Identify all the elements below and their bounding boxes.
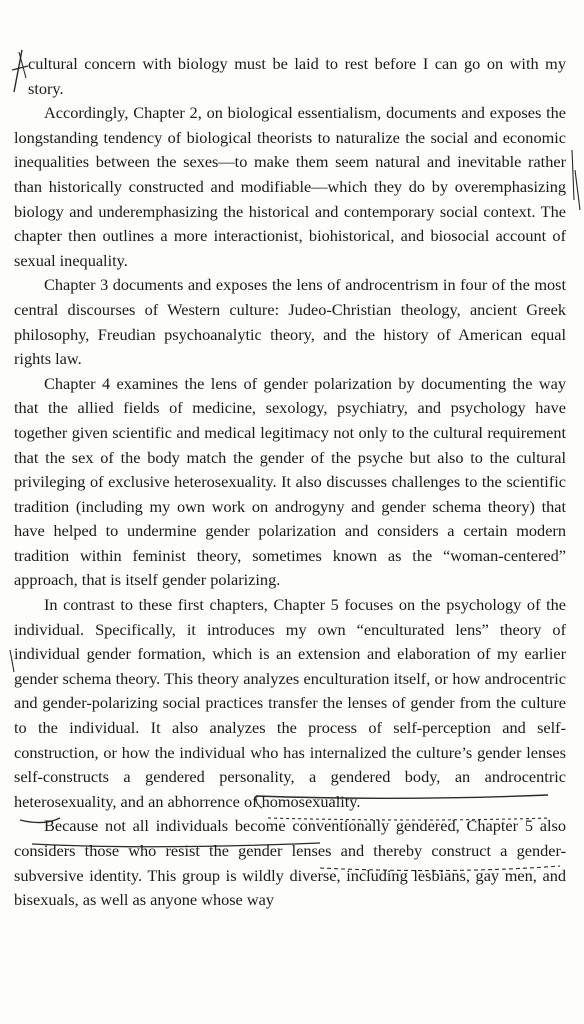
body-text (14, 52, 566, 913)
paragraph-chapter-2: Accordingly, Chapter 2, on biological essentialism, documents and exposes the longstanding tendency of biological theorists to naturalize the social and economic inequalities between the sexes—to make them seem natural and inevitable rather than historically constructed and modifiable—which they do by overemphasizing biology and underemphasizing the historical and contemporary social context. The chapter then outlines a more interactionist, biohistorical, and biosocial account of sexual inequality. (14, 103, 566, 270)
paragraph-resistance: Because not all individuals become conventionally gendered, Chapter 5 also considers those who resist the gender lenses and thereby construct a gender-subversive identity. This group is wildly diverse, including lesbians, gay men, and bisexuals, as well as anyone whose way (14, 816, 566, 910)
paragraph-chapter-3: Chapter 3 documents and exposes the lens of androcentrism in four of the most central discourses of Western culture: Judeo-Christian theology, ancient Greek philosophy, Freudian psychoanalytic theory, and the history of American equal rights law. (14, 275, 566, 369)
paragraph-chapter-5: In contrast to these first chapters, Chapter 5 focuses on the psychology of the individual. Specifically, it introduces my own “enculturated lens” theory of individual gender formation, which is an extension and elaboration of my earlier gender schema theory. This theory analyzes enculturation itself, or how androcentric and gender-polarizing social practices transfer the lenses of gender from the culture to the individual. It also analyzes the process of self-perception and self-construction, or how the individual who has internalized the culture’s gender lenses self-constructs a gendered personality, a gendered body, an androcentric heterosexuality, and an abhorrence of homosexuality. (14, 595, 566, 811)
paragraph-chapter-4: Chapter 4 examines the lens of gender polarization by documenting the way that the allied fields of medicine, sexology, psychiatry, and psychology have together given scientific and medical legitimacy not only to the cultural requirement that the sex of the body match the gender of the psyche but also to the cultural privileging of exclusive heterosexuality. It also discusses challenges to the scientific tradition (including my own work on androgyny and gender schema theory) that have helped to undermine gender polarization and considers a certain modern tradition within feminist theory, sometimes known as the “woman-centered” approach, that is itself gender polarizing. (14, 373, 566, 590)
paragraph-continuation: cultural concern with biology must be laid to rest before I can go on with my story. (28, 54, 566, 98)
